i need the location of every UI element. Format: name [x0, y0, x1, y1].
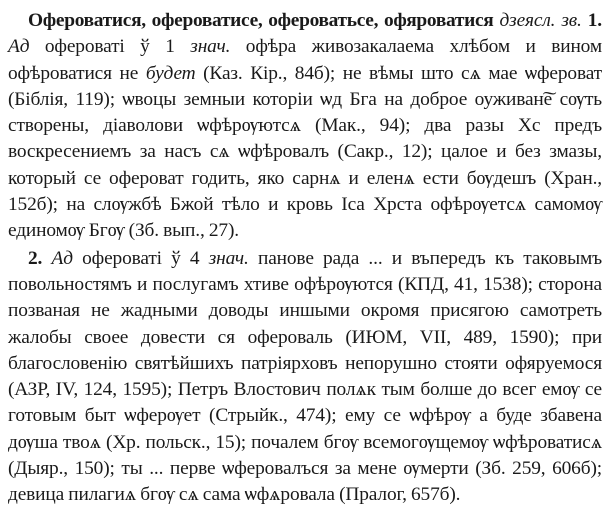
sense-1-body-a: офѣра живозакалаема хлѣбом и вином офѣроватися не [8, 36, 602, 84]
sense-2-paragraph [8, 246, 602, 509]
sense-1-body-b: (Каз. Кір., 84б); не вѣмы што сѧ мае ѡфероват (Біблія, 119); ѡвоцы земныи которіи ѡд Бга на доброе оуживан͠е сѹть створены, діаволови ѡфѣрѹютсѧ (Мак., 94); два разы Хс предъ воскресениемъ за насъ сѧ ѡфѣровалъ (Сакр., 12); цалое и без змазы, который се офероват годить, яко сарнѧ и еленѧ ести бѹдешъ (Хран., 152б); на слѹжбѣ Бжой тѣло и кровь Іса Хрста офѣрѹетсѧ самомѹ единомѹ Бгѹ (Зб. вып., 27). [8, 62, 602, 242]
sense-2-lead-in: офероватi [82, 247, 162, 269]
dictionary-entry [8, 8, 602, 509]
sense-2-meaning-ref: знач. [208, 247, 249, 269]
sense-1-meaning-ref: знач. [190, 36, 231, 58]
sense-1-lead-in-tail: ў 1 [140, 36, 175, 58]
sense-1-italic-word: будет [145, 62, 196, 84]
sense-1-lead-in: офероватi [44, 36, 125, 58]
sense-2-label: Ад [51, 247, 73, 269]
sense-2-number: 2. [28, 247, 43, 269]
sense-1-label: Ад [8, 36, 30, 58]
sense-2-body: панове рада ... и въпередъ къ таковымъ повольностямъ и послугамъ хтиве офѣрѹются (КПД, 41, 1538); сторона позваная не жадными доводы иншыми окромя присягою самотреть жалобы своее довести ся офероваль (ИЮМ, VII, 489, 1590); при благословенію святѣйшихъ патріярховъ непорушно стояти офяруемося (АЗР, IV, 124, 1595); Петръ Влостович полѧк тым болше до всег емѹ се готовым быт ѡферѹет (Стрыйк., 474); ему се ѡфѣрѹ а буде збавена дѹша твоѧ (Хр. польск., 15); почалем бгѹ всемогѹщемѹ ѡфѣроватисѧ (Дыяр., 150); ты ... перве ѡферовалъся за мене ѹмерти (Зб. 259, 606б); девица пилагиѧ бгѹ сѧ сама ѡфѧровала (Пралог, 657б). [8, 247, 603, 506]
sense-2-lead-in-tail: ў 4 [171, 247, 200, 269]
sense-1-paragraph [8, 8, 602, 245]
grammar-label: дзеясл. зв. [499, 10, 582, 31]
sense-1-number: 1. [587, 10, 602, 31]
headword: Офероватися, офероватисе, офероватьсе, офяроватися [28, 10, 494, 31]
